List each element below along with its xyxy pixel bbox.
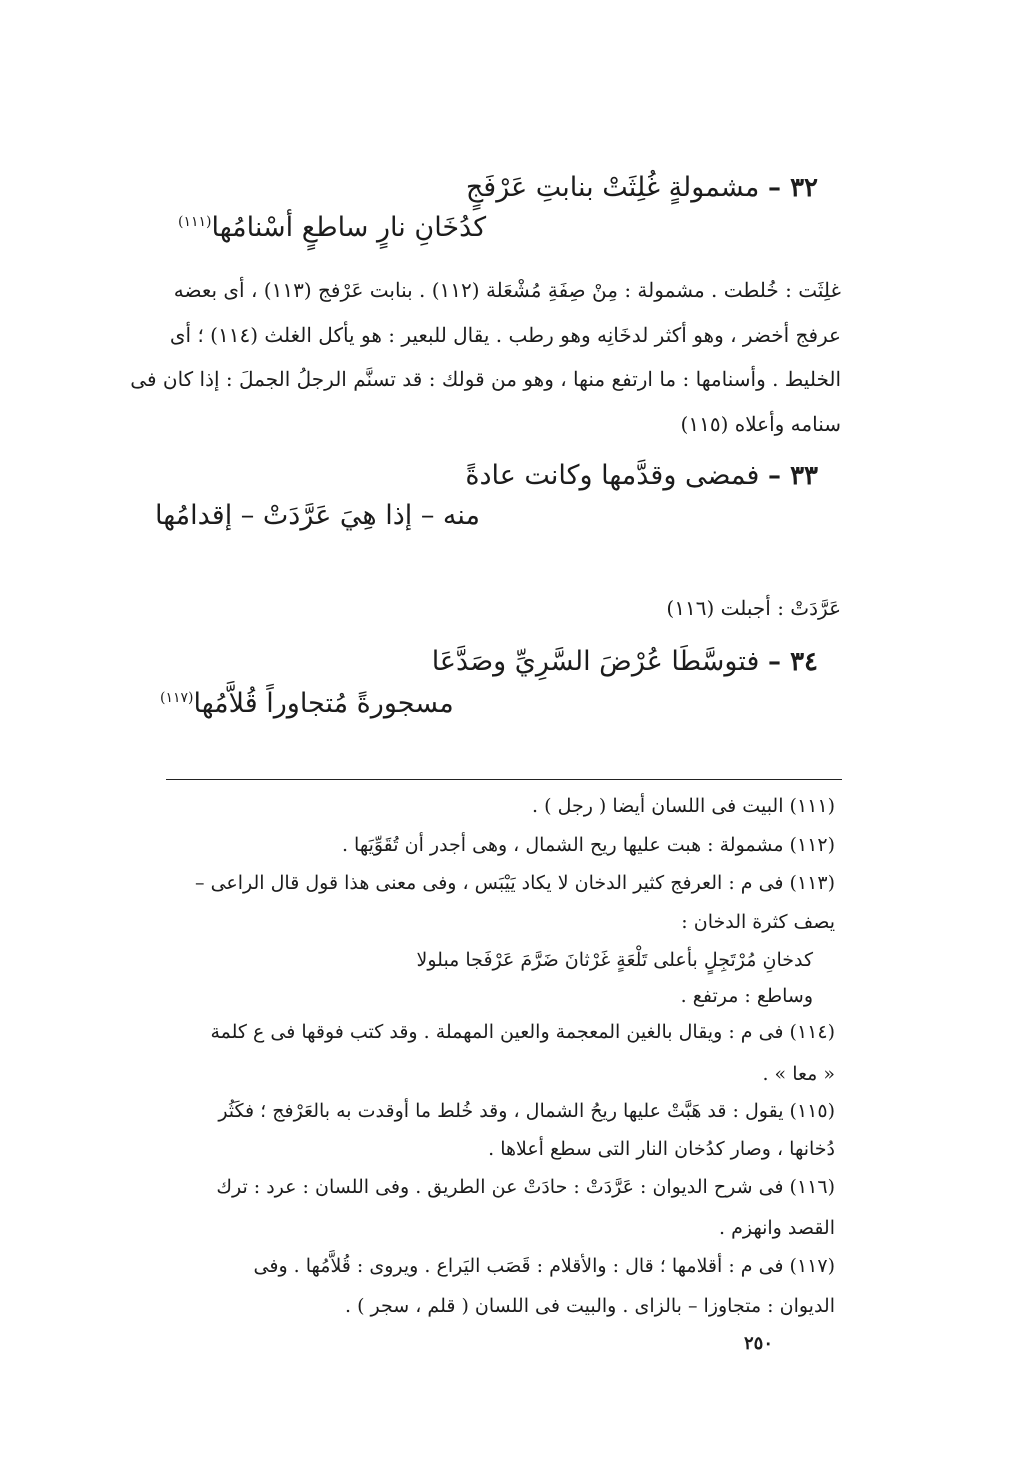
footnote-separator bbox=[166, 779, 842, 780]
commentary-32-line4: سنامه وأعلاه (١١٥) bbox=[680, 412, 841, 436]
footnote-116: (١١٦) فى شرح الديوان : عَرَّدَتْ : حادَتْ عن الطريق . وفى اللسان : عرد : ترك bbox=[216, 1176, 835, 1198]
hemistich-1: فتوسَّطَا عُرْضَ السَّرِيِّ وصَدَّعَا bbox=[431, 646, 760, 677]
footnote-ref: (١١١) bbox=[178, 214, 212, 230]
footnote-116-cont: القصد وانهزم . bbox=[719, 1217, 835, 1239]
verse-34-line2 bbox=[160, 688, 454, 719]
hemistich-2: مسجورةً مُتجاوراً قُلاَّمُها bbox=[193, 688, 454, 719]
page-number: ٢٥٠ bbox=[744, 1333, 774, 1354]
commentary-32-line3: الخليط . وأسنامها : ما ارتفع منها ، وهو من قولك : قد تسنَّم الرجلُ الجملَ : إذا كان فى bbox=[130, 367, 841, 391]
footnote-111: (١١١) البيت فى اللسان أيضا ( رجل ) . bbox=[532, 795, 835, 817]
footnote-113-gloss: وساطع : مرتفع . bbox=[680, 985, 813, 1007]
footnote-117-cont: الديوان : متجاوزا – بالزاى . والبيت فى اللسان ( قلم ، سجر ) . bbox=[345, 1295, 835, 1317]
footnote-113: (١١٣) فى م : العرفج كثير الدخان لا يكاد يَيْبَس ، وفى معنى هذا قول قال الراعى – bbox=[195, 872, 835, 894]
commentary-32-line2: عرفج أخضر ، وهو أكثر لدخَانِه وهو رطب . يقال للبعير : هو يأكل الغلث (١١٤) ؛ أى bbox=[169, 323, 841, 347]
footnote-113-cont: يصف كثرة الدخان : bbox=[681, 911, 835, 933]
verse-33-line2: منه – إذا هِيَ عَرَّدَتْ – إقدامُها bbox=[155, 500, 481, 531]
hemistich-1: مشمولةٍ غُلِثَتْ بنابتِ عَرْفَجٍ bbox=[465, 172, 760, 203]
verse-number: ٣٤ – bbox=[768, 647, 818, 677]
footnote-115: (١١٥) يقول : قد هَبَّتْ عليها ريحُ الشمال ، وقد خُلط ما أوقدت به بالعَرْفج ؛ فكَثُر bbox=[218, 1100, 835, 1122]
verse-32-line2 bbox=[178, 212, 486, 243]
commentary-33: عَرَّدَتْ : أجبلت (١١٦) bbox=[666, 596, 841, 620]
commentary-32-line1: غلِثَت : خُلطت . مشمولة : مِنْ صِفَةِ مُشْعَلة (١١٢) . بنابت عَرْفج (١١٣) ، أى بعضه bbox=[173, 278, 841, 302]
footnote-113-poem: كدخانِ مُرْتَجِلٍ بأعلى تَلْعَةٍ غَرْثانَ ضَرَّمَ عَرْفَجا مبلولا bbox=[416, 949, 813, 971]
footnote-112: (١١٢) مشمولة : هبت عليها ريح الشمال ، وهى أجدر أن تُقَوِّيَها . bbox=[341, 834, 835, 856]
verse-number: ٣٢ – bbox=[768, 173, 818, 203]
footnote-117: (١١٧) فى م : أقلامها ؛ قال : والأقلام : قَصَب اليَراع . ويروى : قُلاَّمُها . وفى bbox=[253, 1255, 835, 1277]
footnote-115-cont: دُخانها ، وصار كدُخان النار التى سطع أعلاها . bbox=[488, 1138, 835, 1160]
verse-number: ٣٣ – bbox=[768, 461, 818, 491]
footnote-ref: (١١٧) bbox=[160, 690, 194, 706]
verse-34-line1 bbox=[432, 646, 818, 677]
footnote-114: (١١٤) فى م : ويقال بالغين المعجمة والعين المهملة . وقد كتب فوقها فى ع كلمة bbox=[210, 1021, 835, 1043]
footnote-114-cont: « معا » . bbox=[762, 1063, 835, 1085]
verse-33-line1 bbox=[465, 460, 818, 491]
hemistich-1: فمضى وقدَّمها وكانت عادةً bbox=[465, 460, 760, 491]
hemistich-2: كدُخَانِ نارٍ ساطعٍ أسْنامُها bbox=[211, 212, 487, 243]
verse-32-line1 bbox=[466, 172, 818, 203]
